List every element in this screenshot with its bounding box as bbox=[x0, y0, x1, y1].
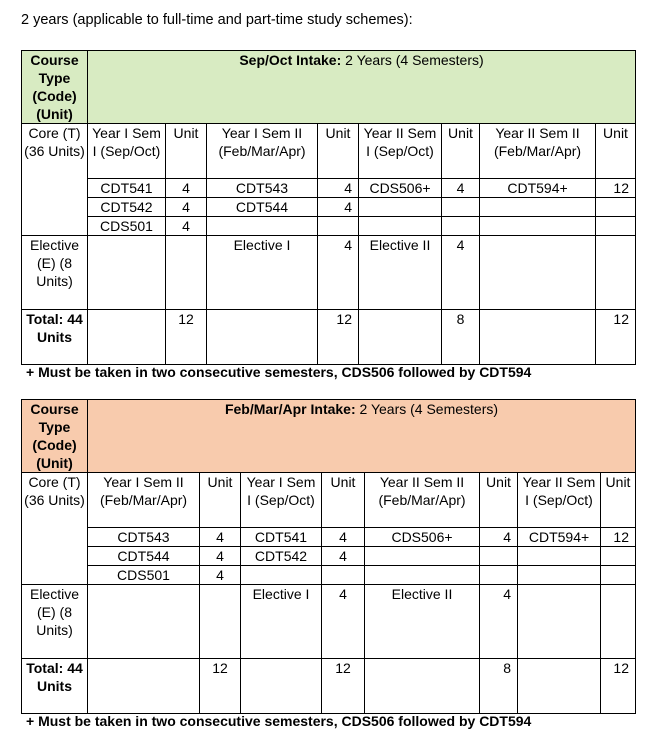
elective-cell bbox=[88, 585, 200, 659]
core-spacer bbox=[22, 566, 88, 585]
unit-value: 4 bbox=[322, 528, 365, 547]
course-code: CDS506+ bbox=[365, 528, 480, 547]
elective-cell: Elective II bbox=[365, 585, 480, 659]
total-cell bbox=[88, 310, 166, 365]
total-units: 8 bbox=[480, 659, 518, 714]
total-units: 8 bbox=[442, 310, 480, 365]
course-code: CDT542 bbox=[88, 198, 166, 217]
core-spacer bbox=[22, 179, 88, 198]
total-units: 12 bbox=[200, 659, 241, 714]
course-type-header: Course Type (Code) (Unit) bbox=[22, 400, 88, 473]
unit-value: 12 bbox=[601, 528, 636, 547]
elective-label: Elective (E) (8 Units) bbox=[22, 236, 88, 310]
course-code bbox=[480, 198, 596, 217]
course-code bbox=[241, 566, 322, 585]
unit-value: 4 bbox=[166, 217, 207, 236]
course-code bbox=[359, 217, 442, 236]
unit-value: 4 bbox=[318, 179, 359, 198]
unit-value: 4 bbox=[166, 198, 207, 217]
unit-header: Unit bbox=[480, 473, 518, 528]
unit-value bbox=[601, 585, 636, 659]
total-cell bbox=[480, 310, 596, 365]
feb-mar-apr-intake-table bbox=[21, 399, 636, 714]
footnote: + Must be taken in two consecutive semesters, CDS506 followed by CDT594 bbox=[26, 713, 532, 729]
total-units: 12 bbox=[601, 659, 636, 714]
course-code: CDT542 bbox=[241, 547, 322, 566]
sem-header: Year II Sem I (Sep/Oct) bbox=[359, 124, 442, 179]
course-code: CDT544 bbox=[207, 198, 318, 217]
course-code: CDT543 bbox=[207, 179, 318, 198]
elective-label: Elective (E) (8 Units) bbox=[22, 585, 88, 659]
course-code: CDT594+ bbox=[518, 528, 601, 547]
unit-value bbox=[480, 566, 518, 585]
unit-value: 4 bbox=[322, 547, 365, 566]
course-code bbox=[518, 566, 601, 585]
course-code bbox=[518, 547, 601, 566]
page-heading: 2 years (applicable to full-time and part-time study schemes): bbox=[21, 12, 413, 28]
unit-value bbox=[318, 217, 359, 236]
total-units: 12 bbox=[596, 310, 636, 365]
core-label: Core (T) (36 Units) bbox=[22, 473, 88, 528]
unit-header: Unit bbox=[166, 124, 207, 179]
course-code: CDS501 bbox=[88, 566, 200, 585]
unit-header: Unit bbox=[601, 473, 636, 528]
unit-header: Unit bbox=[442, 124, 480, 179]
course-code: CDT543 bbox=[88, 528, 200, 547]
unit-value: 4 bbox=[318, 236, 359, 310]
course-code bbox=[207, 217, 318, 236]
total-units: 12 bbox=[166, 310, 207, 365]
unit-value: 4 bbox=[480, 528, 518, 547]
course-code: CDT594+ bbox=[480, 179, 596, 198]
total-cell bbox=[365, 659, 480, 714]
course-code bbox=[359, 198, 442, 217]
unit-value: 4 bbox=[318, 198, 359, 217]
unit-value bbox=[596, 217, 636, 236]
unit-header: Unit bbox=[200, 473, 241, 528]
unit-value: 4 bbox=[480, 585, 518, 659]
total-cell bbox=[207, 310, 318, 365]
unit-value bbox=[166, 236, 207, 310]
core-spacer bbox=[22, 547, 88, 566]
course-code: CDS501 bbox=[88, 217, 166, 236]
unit-value: 4 bbox=[166, 179, 207, 198]
total-label: Total: 44 Units bbox=[22, 659, 88, 714]
sem-header: Year II Sem I (Sep/Oct) bbox=[518, 473, 601, 528]
course-code: CDT541 bbox=[88, 179, 166, 198]
unit-value: 4 bbox=[442, 179, 480, 198]
course-code bbox=[365, 566, 480, 585]
unit-value: 12 bbox=[596, 179, 636, 198]
total-units: 12 bbox=[318, 310, 359, 365]
course-code: CDT544 bbox=[88, 547, 200, 566]
unit-value: 4 bbox=[200, 566, 241, 585]
sem-header: Year I Sem I (Sep/Oct) bbox=[88, 124, 166, 179]
total-cell bbox=[359, 310, 442, 365]
unit-value bbox=[480, 547, 518, 566]
course-code: CDS506+ bbox=[359, 179, 442, 198]
sem-header: Year II Sem II (Feb/Mar/Apr) bbox=[480, 124, 596, 179]
elective-cell: Elective I bbox=[207, 236, 318, 310]
elective-cell bbox=[480, 236, 596, 310]
total-cell bbox=[518, 659, 601, 714]
course-code: CDT541 bbox=[241, 528, 322, 547]
sem-header: Year I Sem II (Feb/Mar/Apr) bbox=[207, 124, 318, 179]
unit-value bbox=[442, 198, 480, 217]
core-spacer bbox=[22, 528, 88, 547]
unit-value bbox=[596, 236, 636, 310]
unit-value: 4 bbox=[200, 528, 241, 547]
unit-value bbox=[322, 566, 365, 585]
sem-header: Year II Sem II (Feb/Mar/Apr) bbox=[365, 473, 480, 528]
unit-value bbox=[596, 198, 636, 217]
unit-value: 4 bbox=[322, 585, 365, 659]
sem-header: Year I Sem II (Feb/Mar/Apr) bbox=[88, 473, 200, 528]
sep-oct-intake-table bbox=[21, 50, 636, 365]
core-spacer bbox=[22, 198, 88, 217]
sem-header: Year I Sem I (Sep/Oct) bbox=[241, 473, 322, 528]
total-units: 12 bbox=[322, 659, 365, 714]
unit-value bbox=[200, 585, 241, 659]
intake-header: Feb/Mar/Apr Intake: 2 Years (4 Semesters) bbox=[88, 400, 636, 473]
course-type-header: Course Type (Code) (Unit) bbox=[22, 51, 88, 124]
unit-value bbox=[601, 547, 636, 566]
elective-cell: Elective II bbox=[359, 236, 442, 310]
intake-header: Sep/Oct Intake: 2 Years (4 Semesters) bbox=[88, 51, 636, 124]
total-cell bbox=[241, 659, 322, 714]
course-code bbox=[365, 547, 480, 566]
course-code bbox=[480, 217, 596, 236]
elective-cell: Elective I bbox=[241, 585, 322, 659]
total-label: Total: 44 Units bbox=[22, 310, 88, 365]
total-cell bbox=[88, 659, 200, 714]
unit-value: 4 bbox=[442, 236, 480, 310]
unit-header: Unit bbox=[596, 124, 636, 179]
unit-header: Unit bbox=[322, 473, 365, 528]
unit-value: 4 bbox=[200, 547, 241, 566]
unit-value bbox=[601, 566, 636, 585]
footnote: + Must be taken in two consecutive semesters, CDS506 followed by CDT594 bbox=[26, 364, 532, 380]
core-spacer bbox=[22, 217, 88, 236]
elective-cell bbox=[88, 236, 166, 310]
elective-cell bbox=[518, 585, 601, 659]
unit-value bbox=[442, 217, 480, 236]
unit-header: Unit bbox=[318, 124, 359, 179]
core-label: Core (T) (36 Units) bbox=[22, 124, 88, 179]
